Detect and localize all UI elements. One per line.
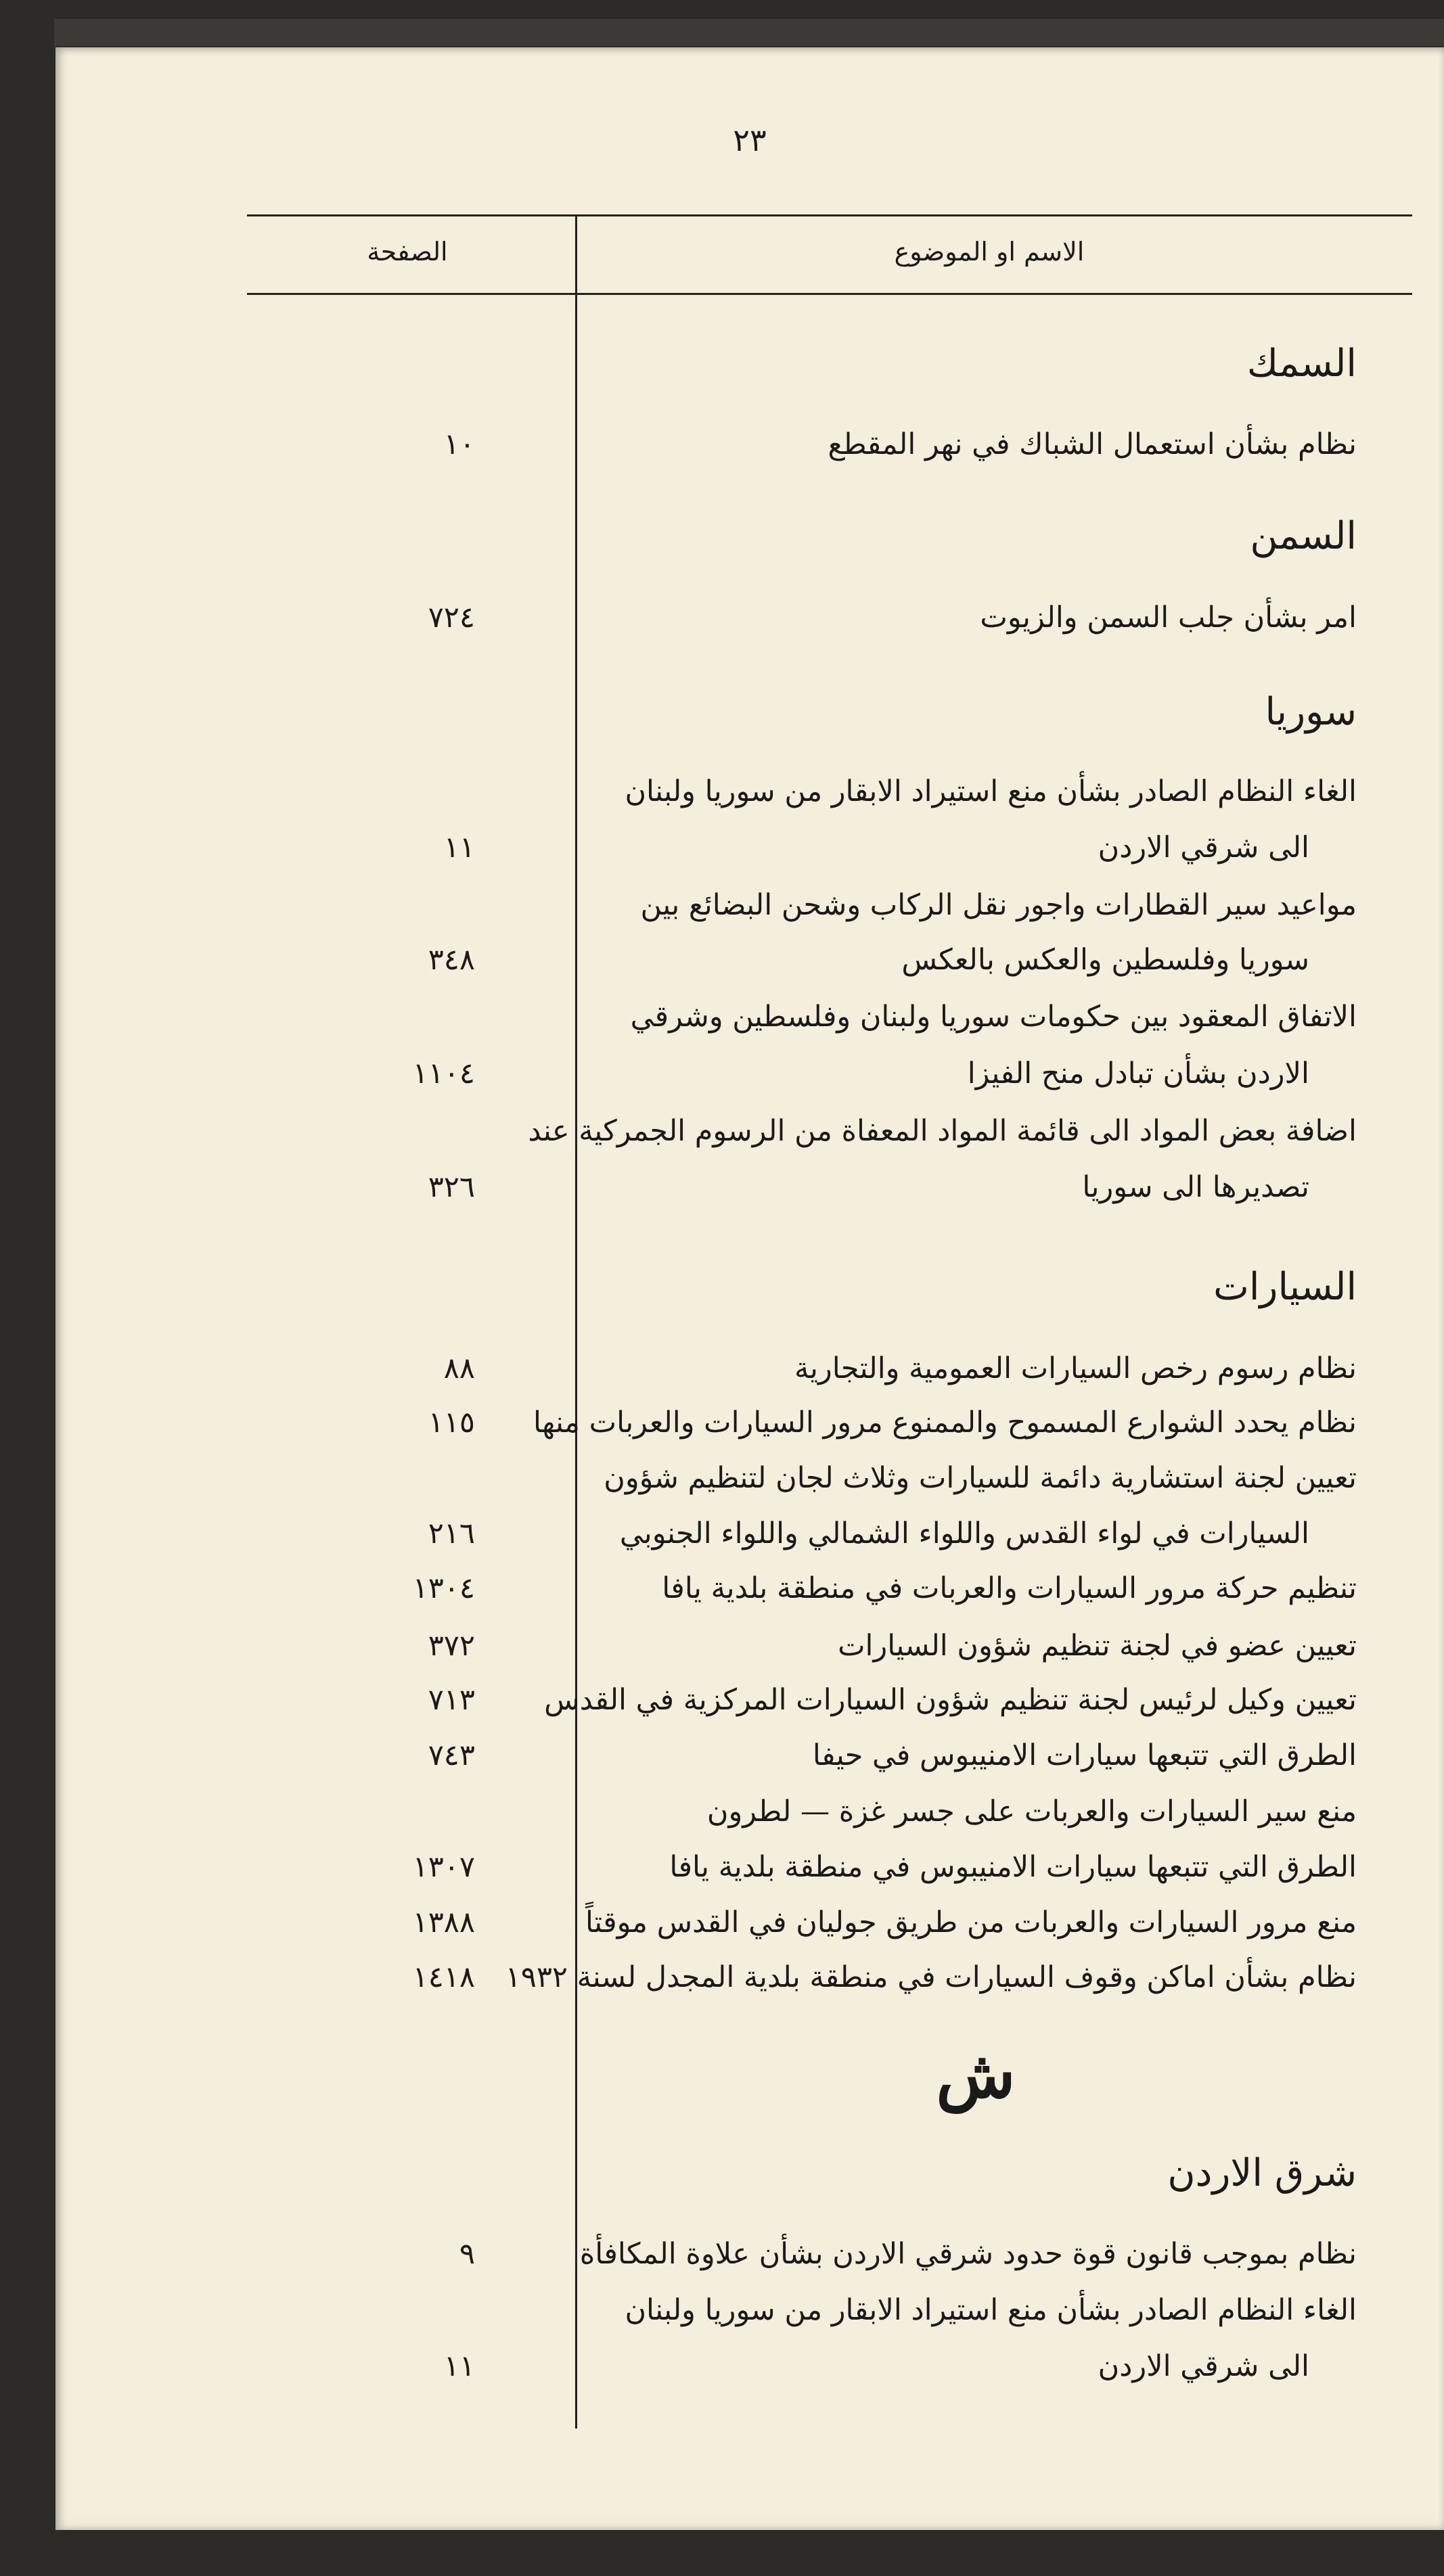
- column-header-subject: الاسم او الموضوع: [894, 237, 1085, 267]
- entry-line: نظام بموجب قانون قوة حدود شرقي الاردن بشأن علاوة المكافأة: [579, 2237, 1357, 2271]
- header-top-rule: [247, 214, 1412, 216]
- entry-page-ref: ٧١٣: [428, 1683, 475, 1717]
- entry-line: سوريا وفلسطين والعكس بالعكس: [901, 943, 1309, 977]
- entry-line: امر بشأن جلب السمن والزيوت: [980, 601, 1357, 635]
- entry-line: السيارات في لواء القدس واللواء الشمالي واللواء الجنوبي: [619, 1517, 1309, 1550]
- entry-line: نظام يحدد الشوارع المسموح والممنوع مرور السيارات والعربات منها: [533, 1406, 1357, 1440]
- entry-line: تصديرها الى سوريا: [1082, 1170, 1309, 1204]
- entry-page-ref: ٨٨: [443, 1352, 475, 1385]
- entry-page-ref: ١١٥: [428, 1406, 475, 1440]
- entry-line: الى شرقي الاردن: [1098, 831, 1309, 865]
- entry-line: نظام بشأن استعمال الشباك في نهر المقطع: [828, 428, 1357, 461]
- page-number: ٢٣: [733, 122, 767, 158]
- entry-page-ref: ٩: [459, 2237, 475, 2271]
- section-heading: السمك: [1246, 342, 1357, 386]
- column-header-page: الصفحة: [367, 237, 448, 267]
- entry-page-ref: ١٤١٨: [412, 1960, 475, 1994]
- entry-line: منع مرور السيارات والعربات من طريق جوليان في القدس موقتاً: [585, 1906, 1357, 1939]
- entry-line: الاتفاق المعقود بين حكومات سوريا ولبنان وفلسطين وشرقي: [630, 1000, 1357, 1034]
- entry-line: تعيين وكيل لرئيس لجنة تنظيم شؤون السيارات المركزية في القدس: [544, 1683, 1357, 1717]
- header-bottom-rule: [247, 293, 1412, 295]
- section-heading: شرق الاردن: [1167, 2151, 1357, 2195]
- entry-page-ref: ٣٧٢: [428, 1629, 475, 1663]
- entry-line: الى شرقي الاردن: [1098, 2349, 1309, 2383]
- entry-line: الطرق التي تتبعها سيارات الامنيبوس في حيفا: [812, 1739, 1357, 1772]
- letter-heading: ش: [936, 2036, 1016, 2113]
- entry-page-ref: ٣٤٨: [428, 943, 475, 977]
- entry-page-ref: ١١: [443, 831, 475, 865]
- column-divider: [575, 216, 577, 2429]
- entry-line: نظام بشأن اماكن وقوف السيارات في منطقة بلدية المجدل لسنة ١٩٣٢: [505, 1960, 1357, 1994]
- entry-page-ref: ٣٢٦: [428, 1170, 475, 1204]
- section-heading: السمن: [1250, 514, 1357, 558]
- entry-page-ref: ١٣٨٨: [412, 1906, 475, 1939]
- entry-line: تعيين لجنة استشارية دائمة للسيارات وثلاث لجان لتنظيم شؤون: [604, 1461, 1357, 1495]
- entry-line: اضافة بعض المواد الى قائمة المواد المعفاة من الرسوم الجمركية عند: [528, 1114, 1357, 1148]
- entry-page-ref: ١١٠٤: [412, 1057, 475, 1090]
- entry-line: الغاء النظام الصادر بشأن منع استيراد الابقار من سوريا ولبنان: [625, 775, 1357, 808]
- entry-page-ref: ١٣٠٤: [412, 1571, 475, 1605]
- section-heading: سوريا: [1265, 690, 1357, 734]
- entry-line: الغاء النظام الصادر بشأن منع استيراد الابقار من سوريا ولبنان: [625, 2293, 1357, 2327]
- entry-page-ref: ٧٢٤: [428, 601, 475, 635]
- index-page: [55, 47, 1444, 2530]
- entry-line: تنظيم حركة مرور السيارات والعربات في منطقة بلدية يافا: [662, 1571, 1357, 1605]
- entry-page-ref: ٢١٦: [428, 1517, 475, 1550]
- entry-page-ref: ١٠: [443, 428, 475, 461]
- entry-line: مواعيد سير القطارات واجور نقل الركاب وشحن البضائع بين: [640, 888, 1357, 922]
- entry-page-ref: ٧٤٣: [428, 1739, 475, 1772]
- entry-line: الاردن بشأن تبادل منح الفيزا: [967, 1057, 1309, 1090]
- scan-top-edge: [54, 19, 1444, 46]
- section-heading: السيارات: [1213, 1265, 1357, 1309]
- entry-line: منع سير السيارات والعربات على جسر غزة — لطرون: [706, 1795, 1357, 1828]
- entry-line: الطرق التي تتبعها سيارات الامنيبوس في منطقة بلدية يافا: [669, 1850, 1357, 1884]
- entry-page-ref: ١٣٠٧: [412, 1850, 475, 1884]
- entry-line: تعيين عضو في لجنة تنظيم شؤون السيارات: [838, 1629, 1357, 1663]
- entry-page-ref: ١١: [443, 2349, 475, 2383]
- entry-line: نظام رسوم رخص السيارات العمومية والتجارية: [794, 1352, 1357, 1385]
